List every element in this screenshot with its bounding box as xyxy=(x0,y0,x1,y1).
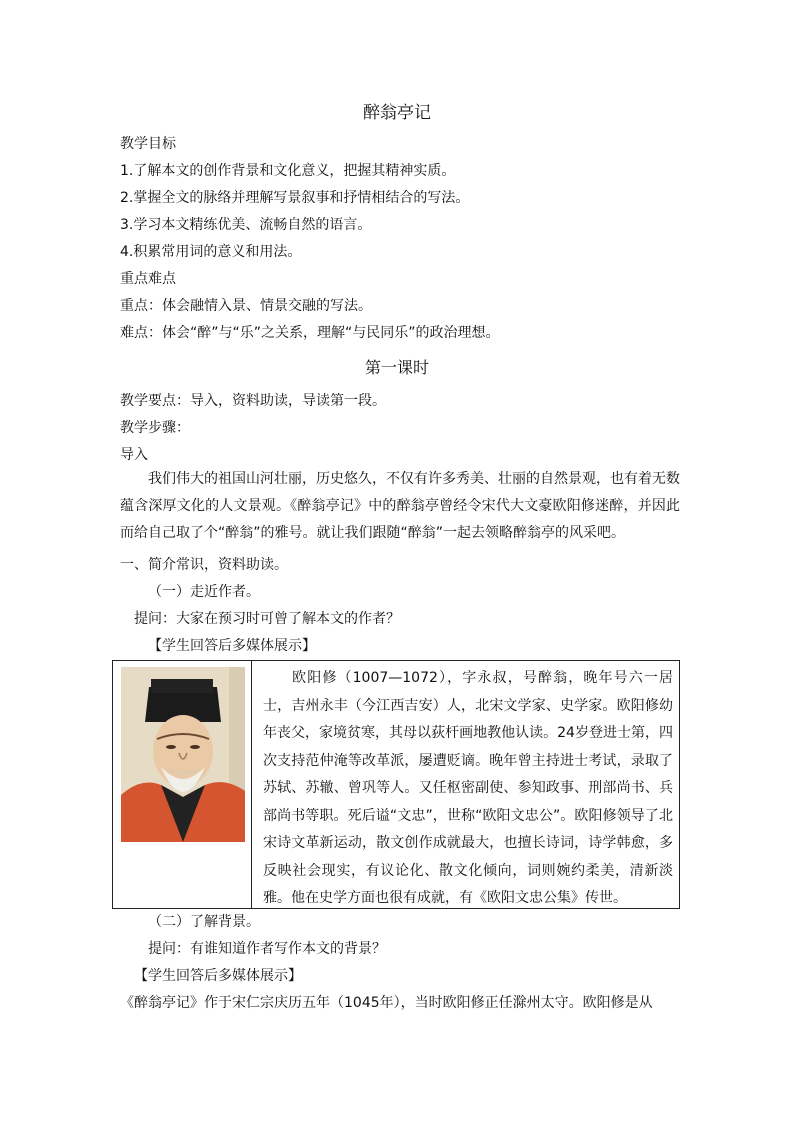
author-bio-table xyxy=(112,660,680,909)
lesson-title: 第一课时 xyxy=(364,358,429,377)
goals-heading: 教学目标 xyxy=(120,136,176,152)
document-title: 醉翁亭记 xyxy=(363,103,431,123)
media-note: 【学生回答后多媒体展示】 xyxy=(148,638,316,654)
portrait-image xyxy=(121,667,245,842)
goal-item: 1.了解本文的创作背景和文化意义，把握其精神实质。 xyxy=(120,163,456,179)
goal-item: 4.积累常用词的意义和用法。 xyxy=(120,244,302,260)
steps-heading: 教学步骤： xyxy=(120,420,190,436)
lesson-focus: 教学要点：导入，资料助读，导读第一段。 xyxy=(120,393,386,409)
key-difficult-heading: 重点难点 xyxy=(120,271,176,287)
intro-paragraph xyxy=(120,466,680,547)
difficult-point: 难点：体会“醉”与“乐”之关系，理解“与民同乐”的政治理想。 xyxy=(120,325,500,341)
background-text: 《醉翁亭记》作于宋仁宗庆历五年（1045年），当时欧阳修正任滁州太守。欧阳修是从 xyxy=(120,995,653,1011)
question-background: 提问：有谁知道作者写作本文的背景？ xyxy=(148,941,386,957)
section-1-heading: 一、简介常识，资料助读。 xyxy=(120,557,288,573)
subsection-author: （一）走近作者。 xyxy=(148,584,260,600)
key-point: 重点：体会融情入景、情景交融的写法。 xyxy=(120,298,372,314)
media-note: 【学生回答后多媒体展示】 xyxy=(134,968,302,984)
question-author: 提问：大家在预习时可曾了解本文的作者？ xyxy=(134,611,400,627)
intro-heading: 导入 xyxy=(120,447,148,463)
intro-text: 我们伟大的祖国山河壮丽，历史悠久，不仅有许多秀美、壮丽的自然景观，也有着无数蕴含深厚文化的人文景观。《醉翁亭记》中的醉翁亭曾经令宋代大文豪欧阳修迷醉，并因此而给自己取了个“醉翁”的雅号。就让我们跟随“醉翁”一起去领略醉翁亭的风采吧。 xyxy=(120,471,680,541)
goal-item: 3.学习本文精练优美、流畅自然的语言。 xyxy=(120,217,372,233)
subsection-background: （二）了解背景。 xyxy=(148,914,260,930)
goal-item: 2.掌握全文的脉络并理解写景叙事和抒情相结合的写法。 xyxy=(120,190,470,206)
author-bio xyxy=(263,665,673,913)
author-bio-text: 欧阳修（1007—1072），字永叔，号醉翁，晚年号六一居士，吉州永丰（今江西吉安）人，北宋文学家、史学家。欧阳修幼年丧父，家境贫寒，其母以荻杆画地教他认读。24岁登进士第，四次支持范仲淹等改革派，屡遭贬谪。晚年曾主持进士考试，录取了苏轼、苏辙、曾巩等人。又任枢密副使、参知政事、刑部尚书、兵部尚书等职。死后谥“文忠”，世称“欧阳文忠公”。欧阳修领导了北宋诗文革新运动，散文创作成就最大，也擅长诗词，诗学韩愈，多反映社会现实，有议论化、散文化倾向，词则婉约柔美，清新淡雅。他在史学方面也很有成就，有《欧阳文忠公集》传世。 xyxy=(263,670,673,906)
table-divider xyxy=(251,661,252,908)
